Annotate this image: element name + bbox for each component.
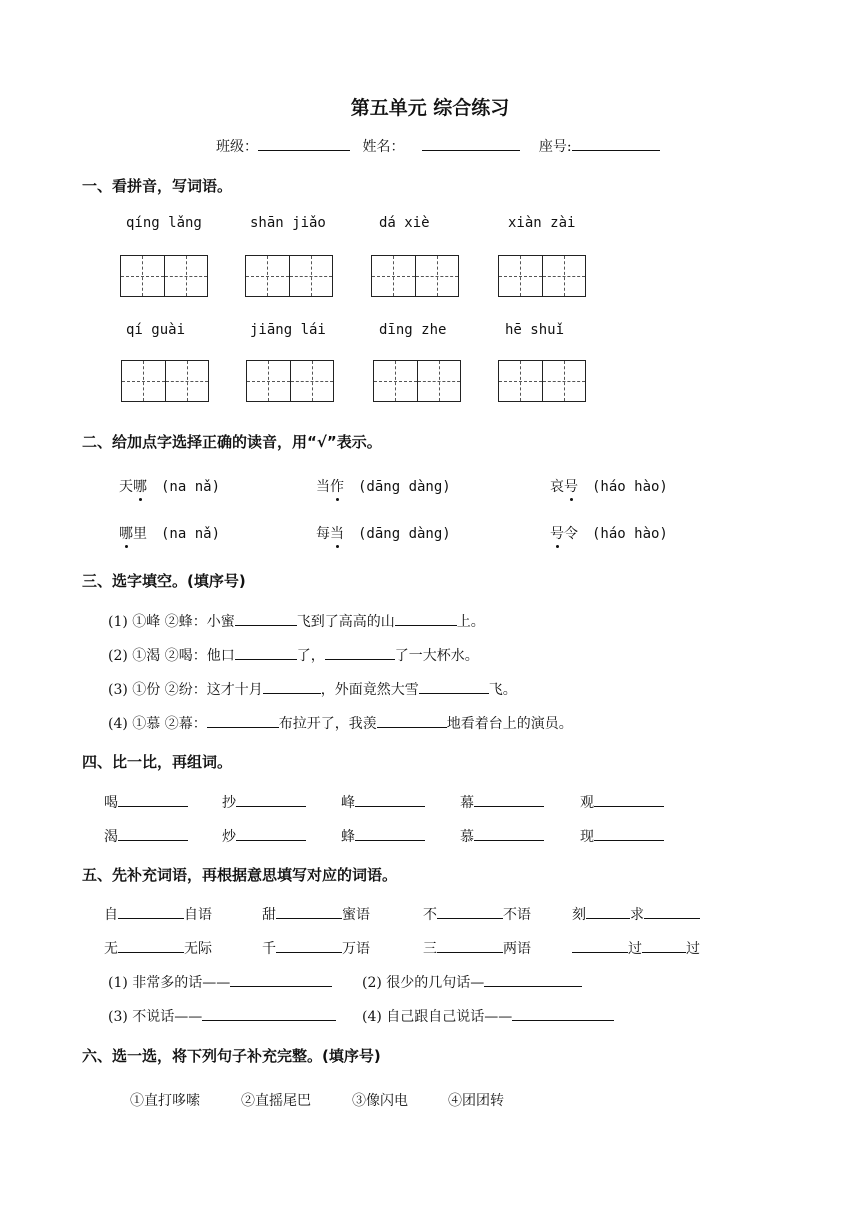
word-item: 幕 bbox=[460, 792, 544, 812]
idiom-item: 自 自语 bbox=[104, 904, 212, 924]
pinyin-1: qíng lǎng bbox=[126, 215, 202, 231]
pinyin-3: dá xiè bbox=[379, 215, 430, 231]
word-item: 蜂 bbox=[341, 826, 425, 846]
blank[interactable] bbox=[236, 792, 306, 807]
meaning-item-3: (3) 不说话—— bbox=[108, 1006, 336, 1026]
idiom-item: 甜 蜜语 bbox=[262, 904, 370, 924]
blank[interactable] bbox=[474, 792, 544, 807]
page-title: 第五单元 综合练习 bbox=[350, 97, 510, 119]
class-field[interactable] bbox=[258, 136, 350, 151]
reading-item: 当作 (dāng dàng) bbox=[316, 476, 451, 496]
blank[interactable] bbox=[642, 938, 686, 953]
option-1: ①直打哆嗦 bbox=[130, 1093, 200, 1109]
blank[interactable] bbox=[395, 611, 457, 626]
word-item: 慕 bbox=[460, 826, 544, 846]
pinyin-4: xiàn zài bbox=[508, 215, 576, 231]
section-4-heading: 四、比一比，再组词。 bbox=[82, 753, 233, 771]
reading-item: 哀号 (háo hào) bbox=[550, 476, 668, 496]
reading-item: 哪里 (na nǎ) bbox=[119, 523, 220, 543]
blank[interactable] bbox=[207, 713, 279, 728]
idiom-item: 刻 求 bbox=[572, 904, 700, 924]
blank[interactable] bbox=[236, 826, 306, 841]
section-3-heading: 三、选字填空。(填序号) bbox=[82, 572, 246, 590]
fill-item-1: (1) ①峰 ②蜂：小蜜 飞到了高高的山 上。 bbox=[108, 611, 485, 631]
blank[interactable] bbox=[512, 1006, 614, 1021]
blank[interactable] bbox=[263, 679, 321, 694]
name-field[interactable] bbox=[422, 136, 520, 151]
blank[interactable] bbox=[594, 792, 664, 807]
writing-grid-4[interactable] bbox=[498, 255, 586, 297]
option-2: ②直摇尾巴 bbox=[241, 1093, 311, 1109]
idiom-item: 无 无际 bbox=[104, 938, 212, 958]
blank[interactable] bbox=[230, 972, 332, 987]
word-item: 观 bbox=[580, 792, 664, 812]
blank[interactable] bbox=[377, 713, 447, 728]
blank[interactable] bbox=[276, 904, 342, 919]
word-item: 喝 bbox=[104, 792, 188, 812]
blank[interactable] bbox=[572, 938, 628, 953]
word-item: 抄 bbox=[222, 792, 306, 812]
pinyin-7: dīng zhe bbox=[379, 322, 447, 338]
pinyin-8: hē shuǐ bbox=[505, 322, 565, 338]
writing-grid-1[interactable] bbox=[120, 255, 208, 297]
section-6-heading: 六、选一选，将下列句子补充完整。(填序号) bbox=[82, 1047, 381, 1065]
writing-grid-8[interactable] bbox=[498, 360, 586, 402]
section-2-heading: 二、给加点字选择正确的读音，用“√”表示。 bbox=[82, 433, 382, 451]
blank[interactable] bbox=[484, 972, 582, 987]
blank[interactable] bbox=[118, 792, 188, 807]
pinyin-2: shān jiǎo bbox=[250, 215, 326, 231]
writing-grid-2[interactable] bbox=[245, 255, 333, 297]
idiom-item: 三 两语 bbox=[423, 938, 531, 958]
blank[interactable] bbox=[419, 679, 489, 694]
blank[interactable] bbox=[437, 938, 503, 953]
blank[interactable] bbox=[118, 904, 184, 919]
option-3: ③像闪电 bbox=[352, 1093, 408, 1109]
section-5-heading: 五、先补充词语，再根据意思填写对应的词语。 bbox=[82, 866, 398, 884]
blank[interactable] bbox=[325, 645, 395, 660]
blank[interactable] bbox=[474, 826, 544, 841]
word-item: 炒 bbox=[222, 826, 306, 846]
idiom-item: 不 不语 bbox=[423, 904, 531, 924]
class-label: 班级： bbox=[216, 139, 258, 155]
blank[interactable] bbox=[644, 904, 700, 919]
word-item: 峰 bbox=[341, 792, 425, 812]
writing-grid-5[interactable] bbox=[121, 360, 209, 402]
fill-item-3: (3) ①份 ②纷：这才十月 ，外面竟然大雪 飞。 bbox=[108, 679, 517, 699]
reading-item: 每当 (dāng dàng) bbox=[316, 523, 451, 543]
word-item: 现 bbox=[580, 826, 664, 846]
blank[interactable] bbox=[355, 826, 425, 841]
meaning-item-4: (4) 自己跟自己说话—— bbox=[362, 1006, 614, 1026]
blank[interactable] bbox=[118, 938, 184, 953]
seat-label: 座号: bbox=[538, 139, 572, 155]
blank[interactable] bbox=[355, 792, 425, 807]
reading-item: 号令 (háo hào) bbox=[550, 523, 668, 543]
idiom-item: 千 万语 bbox=[262, 938, 370, 958]
pinyin-5: qí guài bbox=[126, 322, 186, 338]
blank[interactable] bbox=[235, 645, 297, 660]
idiom-item: 过 过 bbox=[572, 938, 700, 958]
writing-grid-7[interactable] bbox=[373, 360, 461, 402]
writing-grid-6[interactable] bbox=[246, 360, 334, 402]
meaning-item-2: (2) 很少的几句话— bbox=[362, 972, 582, 992]
word-item: 渴 bbox=[104, 826, 188, 846]
blank[interactable] bbox=[586, 904, 630, 919]
name-label: 姓名： bbox=[362, 139, 405, 155]
reading-item: 天哪 (na nǎ) bbox=[119, 476, 220, 496]
fill-item-2: (2) ①渴 ②喝：他口 了， 了一大杯水。 bbox=[108, 645, 479, 665]
writing-grid-3[interactable] bbox=[371, 255, 459, 297]
option-4: ④团团转 bbox=[448, 1093, 504, 1109]
blank[interactable] bbox=[276, 938, 342, 953]
blank[interactable] bbox=[594, 826, 664, 841]
pinyin-6: jiāng lái bbox=[250, 322, 326, 338]
section-1-heading: 一、看拼音，写词语。 bbox=[82, 177, 233, 195]
meaning-item-1: (1) 非常多的话—— bbox=[108, 972, 332, 992]
seat-field[interactable] bbox=[572, 136, 660, 151]
blank[interactable] bbox=[437, 904, 503, 919]
fill-item-4: (4) ①慕 ②幕： 布拉开了，我羡 地看着台上的演员。 bbox=[108, 713, 573, 733]
blank[interactable] bbox=[202, 1006, 336, 1021]
blank[interactable] bbox=[235, 611, 297, 626]
student-info bbox=[216, 136, 660, 156]
blank[interactable] bbox=[118, 826, 188, 841]
